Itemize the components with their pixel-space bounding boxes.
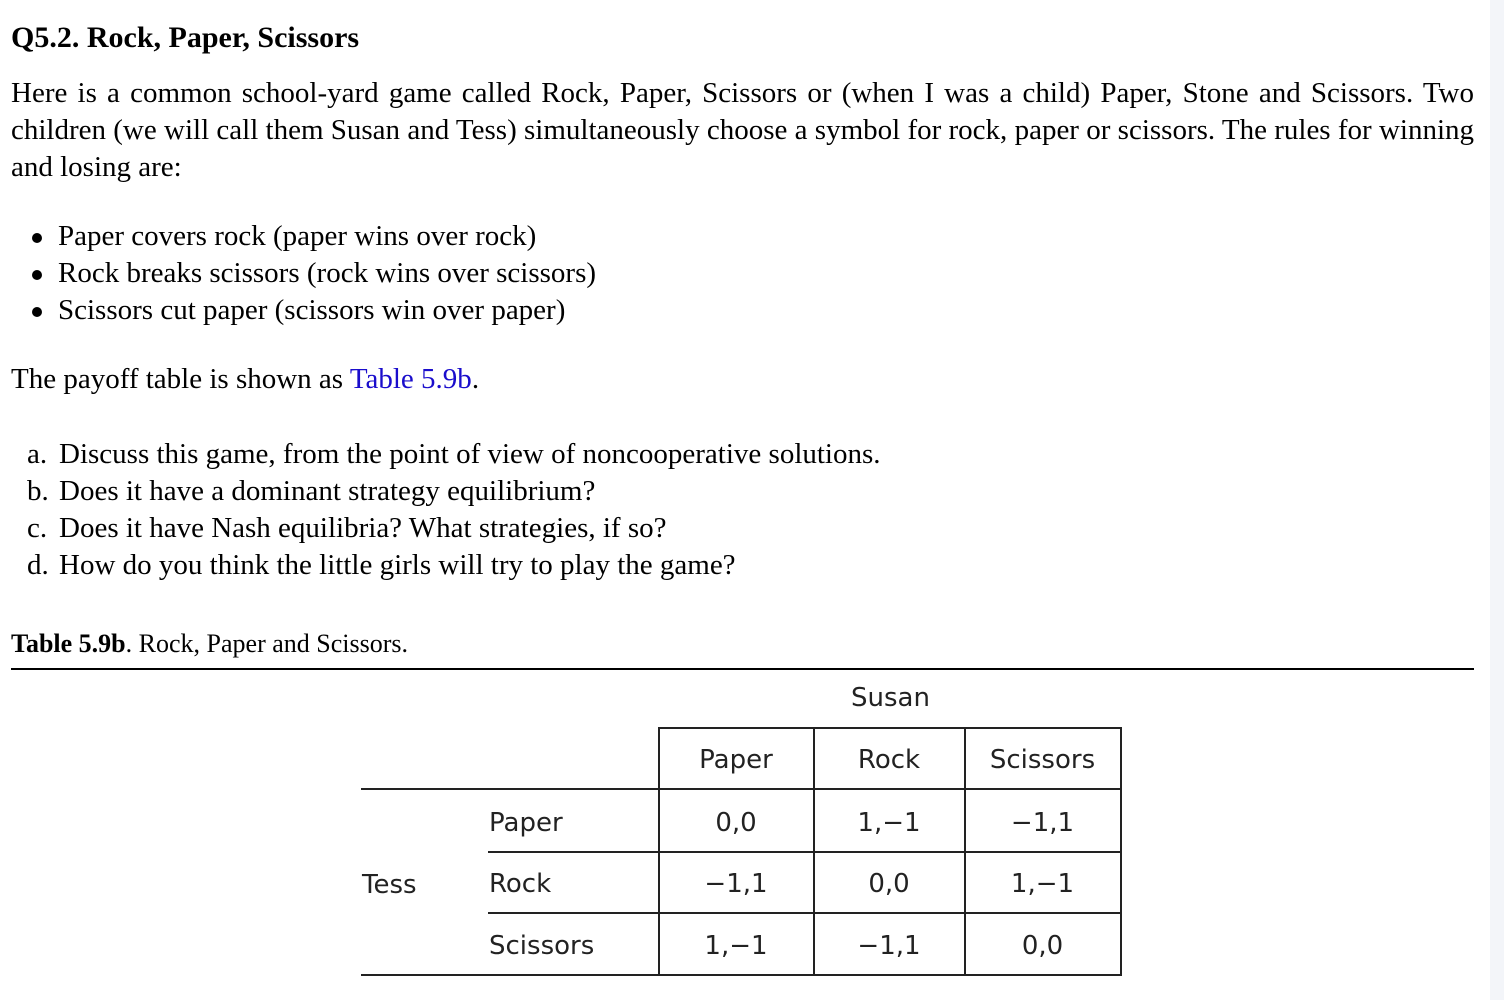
row-divider [488,851,1122,853]
list-item [11,547,881,584]
payoff-cell: 1,−1 [704,931,768,961]
question-text: How do you think the little girls will try to play the game? [59,549,736,581]
header-rule [361,788,1122,790]
caption-label: Table 5.9b [11,629,126,658]
question-text: Discuss this game, from the point of view of noncooperative solutions. [59,438,881,470]
table-bottom-rule [361,974,1122,976]
row-label: Rock [489,869,552,899]
column-header: Scissors [989,745,1096,775]
question-marker: d. [27,549,49,581]
bullet-icon [32,270,42,280]
column-header: Paper [699,745,773,775]
payoff-cell: −1,1 [857,931,921,961]
questions-list [11,436,881,584]
question-marker: b. [27,475,49,507]
rules-list [11,218,596,329]
list-item [11,473,881,510]
payoff-cell: −1,1 [1010,808,1075,838]
bullet-icon [32,233,42,243]
payoff-cell: −1,1 [704,869,768,899]
column-header: Rock [857,745,921,775]
list-item [11,292,596,329]
table-caption [11,626,408,662]
rule-text: Paper covers rock (paper wins over rock) [58,220,537,252]
question-marker: a. [27,438,48,470]
payoff-table [11,670,1474,1000]
row-player-label: Tess [362,870,417,900]
payoff-cell: 0,0 [868,869,910,899]
rule-text: Rock breaks scissors (rock wins over scissors) [58,257,597,289]
row-label: Paper [489,808,563,838]
caption-text: . Rock, Paper and Scissors. [125,629,408,658]
payoff-suffix: . [471,363,480,395]
rule-text: Scissors cut paper (scissors win over paper) [58,294,566,326]
table-link[interactable]: Table 5.9b [349,363,472,395]
scrollbar-track[interactable] [1490,0,1504,1000]
payoff-cell: 0,0 [1021,931,1064,961]
payoff-cell: 1,−1 [857,808,921,838]
table-top-rule [659,727,1122,729]
question-text: Does it have Nash equilibria? What strategies, if so? [59,512,667,544]
question-marker: c. [27,512,48,544]
bullet-icon [32,307,42,317]
list-item [11,255,596,292]
intro-paragraph: Here is a common school-yard game called Rock, Paper, Scissors or (when I was a child) Paper, Stone and Scissors. Two children (we will call them Susan and Tess) simultaneously choose a symbol for rock, paper or scissors. The rules for winning and losing are: [11,77,1474,183]
payoff-cell: 0,0 [715,808,757,838]
column-divider [1120,727,1122,976]
payoff-sentence [11,361,479,398]
list-item [11,218,596,255]
row-divider [488,912,1122,914]
column-player-label: Susan [851,683,930,713]
list-item [11,510,881,547]
row-label: Scissors [489,931,595,961]
question-text: Does it have a dominant strategy equilibrium? [59,475,596,507]
list-item [11,436,881,473]
payoff-prefix: The payoff table is shown as [11,363,350,395]
question-title: Q5.2. Rock, Paper, Scissors [11,21,360,54]
payoff-cell: 1,−1 [1010,869,1075,899]
